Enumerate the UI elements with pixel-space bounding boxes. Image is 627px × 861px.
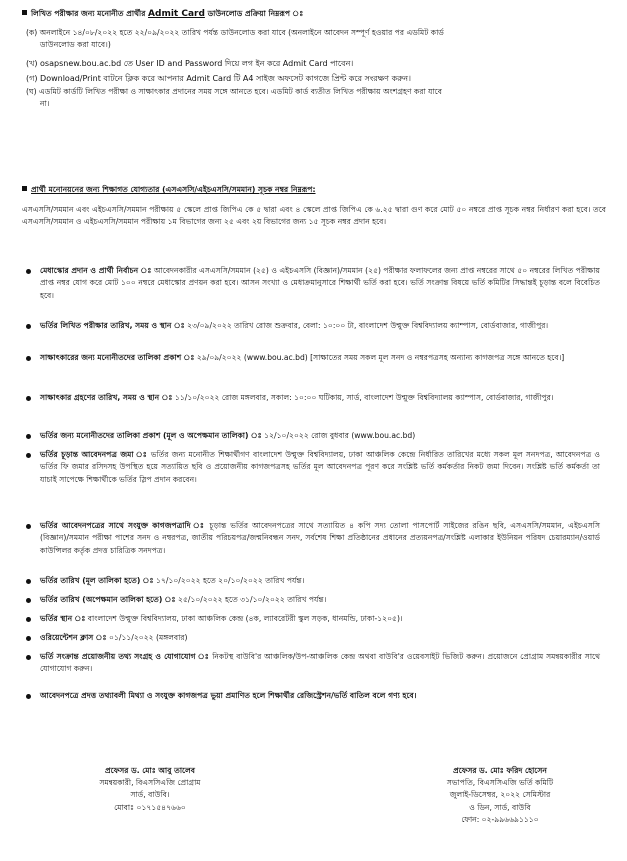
- list-item: [26, 690, 600, 702]
- item-text: বাংলাদেশ উন্মুক্ত বিশ্ববিদ্যালয়, ঢাকা আঞ্চলিক কেন্দ্র (৪ক, ল্যাবরেটরী স্কুল সড়ক, ধানমন্ডি, ঢাকা-১২০৫)।: [87, 614, 403, 623]
- admit-heading-mid: Admit Card: [148, 9, 205, 19]
- admit-heading-pre: লিখিত পরীক্ষার জন্য মনোনীত প্রার্থীর: [31, 9, 146, 18]
- signature-right-line: জুলাই-ডিসেম্বর, ২০২২ সেমিস্টার: [449, 790, 551, 800]
- item-text: ১১/১০/২০২২ রোজ মঙ্গলবার, সকাল: ১০:০০ ঘটিকায়, সার্ড, বাংলাদেশ উন্মুক্ত বিশ্ববিদ্যালয় ক্যাম্পাস, বোর্ডবাজার, গাজীপুর।: [174, 393, 554, 402]
- item-label: সাক্ষাৎকারের জন্য মনোনীতদের তালিকা প্রকাশ ঃ: [40, 353, 195, 362]
- qualification-heading-text: প্রার্থী মনোনয়নের জন্য শিক্ষাগত যোগ্যতার (এসএসসি/এইচএসসি/সমমান) সূচক নম্বর নিম্নরূপ:: [31, 185, 316, 194]
- signature-left: [50, 765, 250, 814]
- item-label: আবেদনপত্রে প্রদত্ত তথ্যাবলী মিথ্যা ও সংযুক্ত কাগজপত্র ভুয়া প্রমাণিত হলে শিক্ষার্থীর রেজিস্ট্রেশন/ভর্তি বাতিল বলে গণ্য হবে।: [40, 691, 417, 700]
- item-label: মেধাস্কোর প্রদান ও প্রার্থী নির্বাচন ঃ: [40, 266, 152, 275]
- admit-step-4-cont: না।: [40, 99, 50, 109]
- signature-left-line: সার্ড, বাউবি।: [130, 790, 170, 800]
- signature-right-line: সভাপতি, বিএসসিএজি ভর্তি কমিটি: [446, 778, 554, 788]
- item-label: ভর্তির তারিখ (মূল তালিকা হতে) ঃ: [40, 576, 154, 585]
- admit-step-4: (ঘ) এডমিট কার্ডটি লিখিত পরীক্ষা ও সাক্ষাৎকার প্রদানের সময় সঙ্গে আনতে হবে। এডমিট কার্ড ব্যতীত লিখিত পরীক্ষায় অংশগ্রহণ করা যাবে: [26, 86, 442, 96]
- list-item: [26, 430, 600, 442]
- item-label: ভর্তির স্থান ঃ: [40, 614, 86, 623]
- item-text: ১৭/১০/২০২২ হতে ২০/১০/২০২২ তারিখ পর্যন্ত।: [156, 576, 305, 585]
- square-bullet-icon: [22, 186, 27, 191]
- signature-right-line: ও ডিন, সার্ড, বাউবি: [469, 802, 531, 812]
- bullet-icon: [26, 396, 31, 401]
- admit-card-heading: [22, 8, 612, 20]
- admit-steps: [26, 27, 612, 111]
- bullet-icon: [26, 434, 31, 439]
- item-text: নিকটস্থ বাউবি'র আঞ্চলিক/উপ-আঞ্চলিক কেন্দ্র অথবা বাউবি'র ওয়েবসাইট ভিজিট করুন। প্রয়োজনে প্রোগ্রাম সমন্বয়কারীর সাথে যোগাযোগ করুন।: [40, 652, 600, 674]
- bullet-icon: [26, 694, 31, 699]
- list-item: [26, 594, 600, 606]
- item-label: সাক্ষাৎকার গ্রহণের তারিখ, সময় ও স্থান ঃ: [40, 393, 173, 402]
- bullet-icon: [26, 356, 31, 361]
- item-text: ২৯/০৯/২০২২ (www.bou.ac.bd) [সাক্ষাতের সময় সকল মূল সনদ ও নম্বরপত্রসহ অন্যান্য কাগজপত্র সঙ্গে আনতে হবে।]: [196, 353, 565, 362]
- admit-step-1: (ক) অনলাইনে ১৪/০৮/২০২২ হতে ২২/০৯/২০২২ তারিখ পর্যন্ত ডাউনলোড করা যাবে (অনলাইনে আবেদন সম্পূর্ণ হওয়ার পর এডমিট কার্ড: [26, 28, 444, 37]
- list-item: [26, 392, 600, 404]
- list-item: [26, 575, 600, 587]
- item-text: ০১/১১/২০২২ (মঙ্গলবার): [109, 633, 188, 642]
- signature-right-line: ফোন: ০২-৯৯৬৬৯১১১০: [461, 814, 539, 824]
- signature-right-name: প্রফেসর ড. মোঃ ফরিদ হোসেন: [453, 766, 547, 775]
- qualification-paragraph: এসএসসি/সমমান এবং এইচএসসি/সমমান পরীক্ষায় ৫ স্কেলে প্রাপ্ত জিপিএ কে ৫ দ্বারা এবং ৪ স্কেলে প্রাপ্ত জিপিএ কে ৬.২৫ দ্বারা গুণ করে মোট ৫০ নম্বরে প্রাপ্ত সূচক নম্বর নির্ধারণ করা হবে। তবে এসএসসি/সমমান ও এইচএসসি/সমমান পরীক্ষায় ১ম বিভাগের জন্য ২৫ এবং ২য় বিভাগের জন্য ১৫ সূচক নম্বর প্রদান হবে।: [22, 205, 606, 227]
- qualification-heading: [22, 184, 612, 196]
- list-item: [26, 632, 600, 644]
- bullet-icon: [26, 579, 31, 584]
- admit-heading-post: ডাউনলোড প্রক্রিয়া নিম্নরূপ ঃ: [207, 9, 304, 18]
- item-label: ভর্তির আবেদনপত্রের সাথে সংযুক্ত কাগজপত্রাদি ঃ: [40, 521, 206, 530]
- signature-left-name: প্রফেসর ড. মোঃ আবু তালেব: [105, 766, 195, 775]
- square-bullet-icon: [22, 10, 27, 15]
- signature-left-line: সমন্বয়কারী, বিএসসিএজি প্রোগ্রাম: [99, 778, 201, 788]
- admit-step-1-cont: ডাউনলোড করা যাবে।): [40, 40, 111, 50]
- list-item: [26, 352, 600, 364]
- item-label: ভর্তির লিখিত পরীক্ষার তারিখ, সময় ও স্থান ঃ: [40, 321, 185, 330]
- admit-step-3: (গ) Download/Print বাটনে ক্লিক করে আপনার Admit Card টি A4 সাইজ অফসেট কাগজে প্রিন্ট করে সংরক্ষণ করুন।: [26, 73, 411, 83]
- signature-left-line: মোবাঃ ০১৭১৫৪৭৬৬০: [114, 802, 186, 812]
- bullet-icon: [26, 598, 31, 603]
- item-label: ভর্তির চূড়ান্ত আবেদনপত্র জমা ঃ: [40, 450, 148, 459]
- item-label: ভর্তি সংক্রান্ত প্রয়োজনীয় তথ্য সংগ্রহ ও যোগাযোগ ঃ: [40, 652, 210, 661]
- list-item: [26, 613, 600, 625]
- bullet-icon: [26, 617, 31, 622]
- bullet-icon: [26, 636, 31, 641]
- item-label: ভর্তির জন্য মনোনীতদের তালিকা প্রকাশ (মূল ও অপেক্ষমান তালিকা) ঃ: [40, 431, 262, 440]
- list-item: [26, 320, 600, 332]
- item-label: ভর্তির তারিখ (অপেক্ষমান তালিকা হতে) ঃ: [40, 595, 176, 604]
- list-item: [26, 520, 600, 557]
- signature-right: [395, 765, 605, 826]
- list-item: [26, 651, 600, 676]
- bullet-icon: [26, 655, 31, 660]
- item-text: ২৩/০৯/২০২২ তারিখ রোজ শুক্রবার, বেলা: ১০:০০ টা, বাংলাদেশ উন্মুক্ত বিশ্ববিদ্যালয় ক্যাম্পাস, বোর্ডবাজার, গাজীপুর।: [187, 321, 549, 330]
- item-text: চূড়ান্ত ভর্তির আবেদনপত্রের সাথে সত্যায়িত ৪ কপি সদ্য তোলা পাসপোর্ট সাইজের রঙিন ছবি, এসএসসি/সমমান, এইচএসসি (বিজ্ঞান)/সমমান পরীক্ষা পাশের সনদ ও নম্বরপত্র, জাতীয় পরিচয়পত্র/জন্মনিবন্ধন সনদ, সর্বশেষ শিক্ষা প্রতিষ্ঠানের প্রধানের প্রত্যয়নপত্র/সংশ্লিষ্ট এলাকার ইউনিয়ন পরিষদ চেয়ারম্যান/ওয়ার্ড কাউন্সিলর কর্তৃক প্রদত্ত চারিত্রিক সনদপত্র।: [40, 521, 600, 555]
- bullet-icon: [26, 524, 31, 529]
- admit-step-2: (খ) osapsnew.bou.ac.bd তে User ID and Password দিয়ে লগ ইন করে Admit Card পাবেন।: [26, 58, 354, 68]
- bullet-icon: [26, 453, 31, 458]
- item-label: ওরিয়েন্টেশন ক্লাস ঃ: [40, 633, 107, 642]
- item-text: ১২/১০/২০২২ রোজ বুধবার (www.bou.ac.bd): [264, 431, 416, 440]
- item-text: ভর্তির জন্য মনোনীত শিক্ষার্থীগণ বাংলাদেশ উন্মুক্ত বিশ্ববিদ্যালয়, ঢাকা আঞ্চলিক কেন্দ্রে নির্ধারিত তারিখের মধ্যে সকল মূল সনদপত্র, আবেদনপত্র ও ভর্তির ফি জমার রসিদসহ উপস্থিত হয়ে সত্যায়িত ছবি ও প্রয়োজনীয় কাগজপত্রসহ ভর্তির মূল আবেদনপত্র পূরণ করে সংশ্লিষ্ট ভর্তি কর্মকর্তার নিকট জমা দিবেন। সংশ্লিষ্ট ভর্তি কর্মকর্তা তা যাচাই সাপেক্ষে শিক্ষার্থীকে ভর্তির স্লিপ প্রদান করবেন।: [40, 450, 600, 484]
- item-text: আবেদনকারীর এসএসসি/সমমান (২৫) ও এইচএসসি (বিজ্ঞান)/সমমান (২৫) পরীক্ষার ফলাফলের জন্য প্রাপ্ত নম্বরের সাথে ৫০ নম্বরের লিখিত পরীক্ষায় প্রাপ্ত নম্বর যোগ করে মোট ১০০ নম্বরে মেধাস্কোর প্রণয়ন করা হবে। আসন সংখ্যা ও মেধাক্রমানুসারে শিক্ষার্থী ভর্তি করা হবে। ভর্তি সংক্রান্ত বিষয়ে ভর্তি কমিটির সিদ্ধান্তই চূড়ান্ত বলে বিবেচিত হবে।: [40, 266, 600, 300]
- bullet-icon: [26, 269, 31, 274]
- bullet-icon: [26, 324, 31, 329]
- item-text: ২৫/১০/২০২২ হতে ৩১/১০/২০২২ তারিখ পর্যন্ত।: [178, 595, 327, 604]
- list-item: [26, 265, 600, 302]
- list-item: [26, 449, 600, 486]
